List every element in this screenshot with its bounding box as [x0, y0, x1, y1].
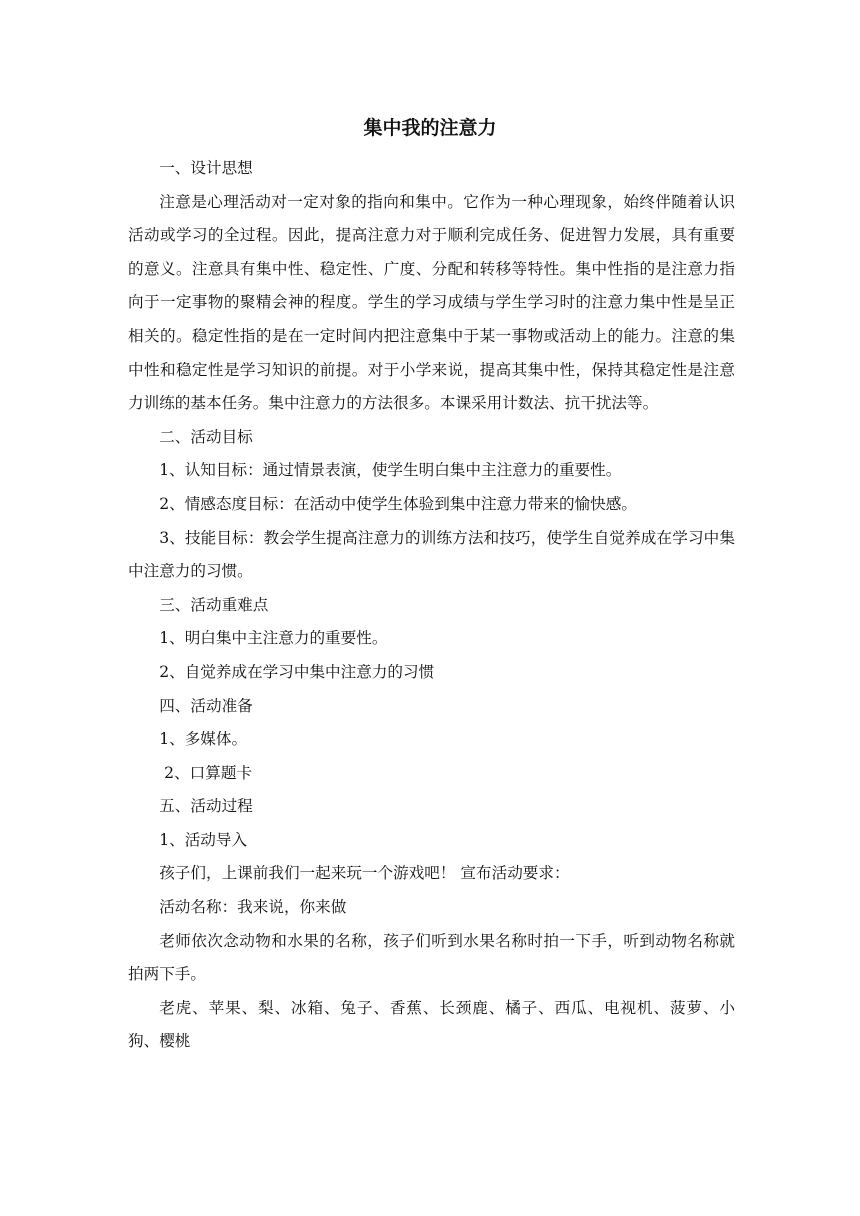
paragraph-design-thought: 注意是心理活动对一定对象的指向和集中。它作为一种心理现象，始终伴随着认识活动或学习的全过程。因此，提高注意力对于顺利完成任务、促进智力发展，具有重要的意义。注意具有集中性、稳定性、广度、分配和转移等特性。集中性指的是注意力指向于一定事物的聚精会神的程度。学生的学习成绩与学生学习时的注意力集中性是呈正相关的。稳定性指的是在一定时间内把注意集中于某一事物或活动上的能力。注意的集中性和稳定性是学习知识的前提。对于小学来说，提高其集中性，保持其稳定性是注意力训练的基本任务。集中注意力的方法很多。本课采用计数法、抗干扰法等。 [128, 192, 735, 413]
process-intro-text: 孩子们，上课前我们一起来玩一个游戏吧！ 宣布活动要求： [159, 864, 570, 883]
preparation-2: 2、口算题卡 [159, 763, 253, 782]
section-heading-preparation: 四、活动准备 [159, 696, 253, 715]
preparation-1: 1、多媒体。 [159, 730, 248, 749]
goal-cognitive: 1、认知目标：通过情景表演，使学生明白集中主注意力的重要性。 [159, 461, 622, 480]
document-title: 集中我的注意力 [363, 117, 497, 139]
section-heading-goals: 二、活动目标 [159, 427, 253, 446]
section-heading-process: 五、活动过程 [159, 797, 253, 816]
goal-skill: 3、技能目标：教会学生提高注意力的训练方法和技巧，使学生自觉养成在学习中集中注意力的习惯。 [128, 528, 735, 581]
activity-name: 活动名称：我来说，你来做 [159, 898, 347, 917]
document-body [128, 152, 735, 1059]
process-step-1: 1、活动导入 [159, 830, 248, 849]
section-heading-key-points: 三、活动重难点 [159, 595, 269, 614]
section-heading-design: 一、设计思想 [159, 159, 253, 177]
word-list: 老虎、苹果、梨、冰箱、兔子、香蕉、长颈鹿、橘子、西瓜、电视机、菠萝、小狗、樱桃 [128, 998, 735, 1051]
key-point-1: 1、明白集中主注意力的重要性。 [159, 629, 388, 648]
goal-emotional: 2、情感态度目标：在活动中使学生体验到集中注意力带来的愉快感。 [159, 494, 637, 513]
key-point-2: 2、自觉养成在学习中集中注意力的习惯 [159, 662, 435, 681]
activity-instructions: 老师依次念动物和水果的名称，孩子们听到水果名称时拍一下手，听到动物名称就拍两下手。 [128, 931, 735, 984]
